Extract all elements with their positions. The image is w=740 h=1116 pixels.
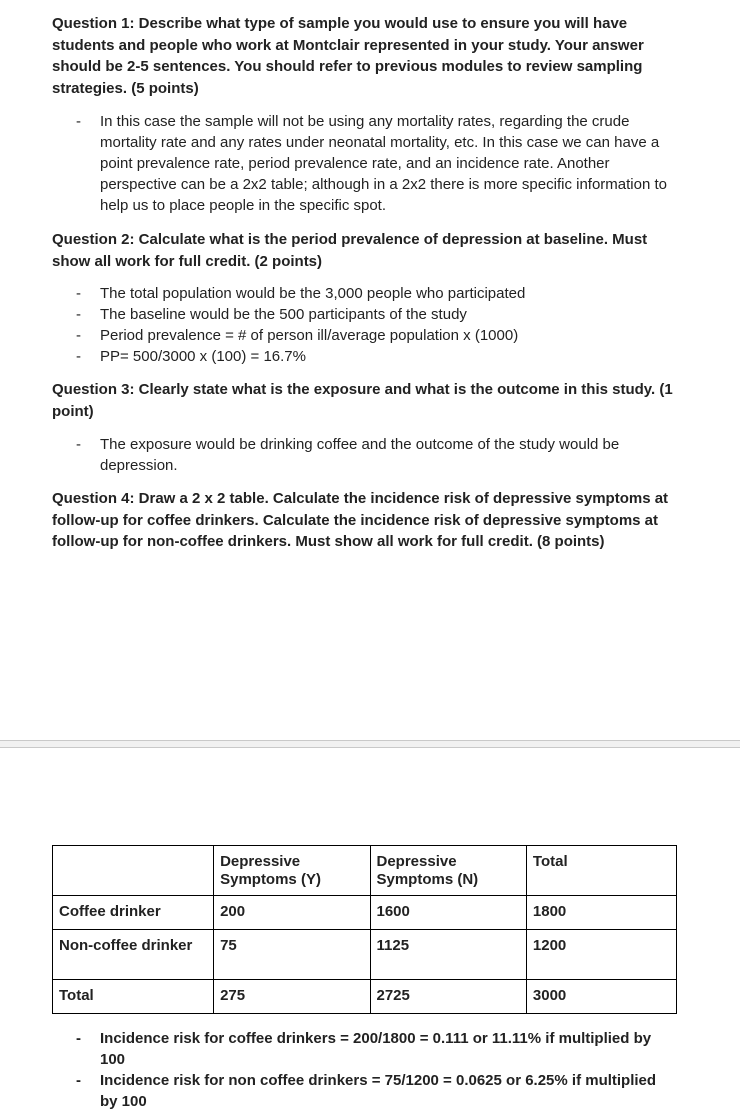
table-header-cell: Total xyxy=(526,846,676,896)
bullet-dash: - xyxy=(76,306,81,323)
question-4-heading: Question 4: Draw a 2 x 2 table. Calculate the incidence risk of depressive symptoms at follow-up for coffee drinkers. Calculate the incidence risk of depressive symptoms at follow-up for non-coffee drinkers. Must show all work for full credit. (8 points) xyxy=(52,490,669,550)
table-row xyxy=(53,980,677,1014)
answer-text: In this case the sample will not be using any mortality rates, regarding the crude mortality rate and any rates under neonatal mortality, etc. In this case we can have a point prevalence rate, period prevalence rate, and an incidence rate. Another perspective can be a 2x2 table; although in a 2x2 there is more specific information to help us to place people in the specific spot. xyxy=(100,113,667,214)
bullet-dash: - xyxy=(76,113,81,130)
question-3-heading: Question 3: Clearly state what is the exposure and what is the outcome in this study. (1 point) xyxy=(52,381,673,420)
answer-text: The baseline would be the 500 participants of the study xyxy=(100,306,467,323)
answer-text: Incidence risk for coffee drinkers = 200/1800 = 0.111 or 11.11% if multiplied by 100 xyxy=(100,1030,652,1068)
table-row-label: Non-coffee drinker xyxy=(53,930,214,980)
table-cell: 75 xyxy=(214,930,370,980)
table-row xyxy=(53,930,677,980)
list-item xyxy=(76,434,676,476)
table-cell: 2725 xyxy=(370,980,526,1014)
bullet-dash: - xyxy=(76,1030,81,1047)
table-cell: 1800 xyxy=(526,896,676,930)
list-item xyxy=(76,346,676,367)
answer-text: The total population would be the 3,000 people who participated xyxy=(100,285,526,302)
bullet-dash: - xyxy=(76,348,81,365)
answer-text: Period prevalence = # of person ill/average population x (1000) xyxy=(100,327,519,344)
list-item xyxy=(76,1028,676,1070)
bullet-dash: - xyxy=(76,1072,81,1089)
question-1-answer-list xyxy=(76,111,676,216)
bullet-dash: - xyxy=(76,436,81,453)
list-item xyxy=(76,283,676,304)
answer-text: PP= 500/3000 x (100) = 16.7% xyxy=(100,348,306,365)
list-item xyxy=(76,304,676,325)
question-2-answer-list xyxy=(76,283,676,367)
table-header-cell: Depressive Symptoms (N) xyxy=(370,846,526,896)
table-row-label: Total xyxy=(53,980,214,1014)
table-row xyxy=(53,896,677,930)
list-item xyxy=(76,111,676,216)
table-cell: 3000 xyxy=(526,980,676,1014)
question-1-heading: Question 1: Describe what type of sample you would use to ensure you will have students and people who work at Montclair represented in your study. Your answer should be 2-5 sentences. You should refer to previous modules to review sampling strategies. (5 points) xyxy=(52,15,644,97)
bullet-dash: - xyxy=(76,285,81,302)
two-by-two-table xyxy=(52,845,677,1014)
table-cell: 275 xyxy=(214,980,370,1014)
question-2-heading: Question 2: Calculate what is the period prevalence of depression at baseline. Must show all work for full credit. (2 points) xyxy=(52,231,648,270)
answer-text: The exposure would be drinking coffee and the outcome of the study would be depression. xyxy=(100,436,620,474)
page-separator xyxy=(0,740,740,748)
table-header-cell: Depressive Symptoms (Y) xyxy=(214,846,370,896)
answer-text: Incidence risk for non coffee drinkers = 75/1200 = 0.0625 or 6.25% if multiplied by 100 xyxy=(100,1072,657,1110)
table-cell: 1600 xyxy=(370,896,526,930)
table-cell: 1200 xyxy=(526,930,676,980)
table-cell: 200 xyxy=(214,896,370,930)
table-header-row xyxy=(53,846,677,896)
list-item xyxy=(76,325,676,346)
bullet-dash: - xyxy=(76,327,81,344)
question-4-answer-list xyxy=(76,1028,676,1112)
table-cell: 1125 xyxy=(370,930,526,980)
table-row-label: Coffee drinker xyxy=(53,896,214,930)
list-item xyxy=(76,1070,676,1112)
table-cell xyxy=(53,846,214,896)
question-3-answer-list xyxy=(76,434,676,476)
